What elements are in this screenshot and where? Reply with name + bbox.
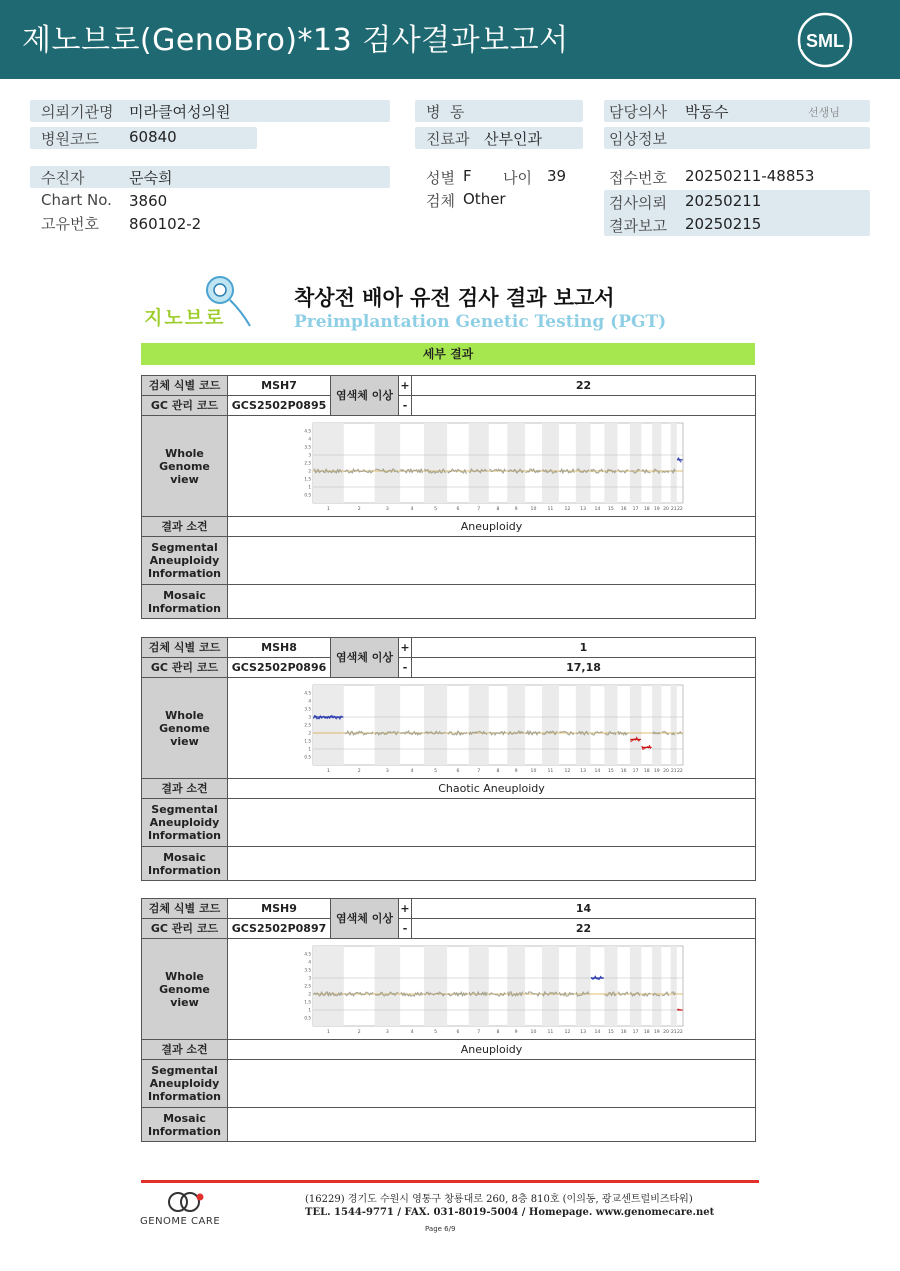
segmental-label: Segmental Aneuploidy Information (142, 537, 228, 585)
y-tick-label: 1.5 (304, 738, 311, 744)
chromosome-band (671, 685, 677, 765)
result-value: Chaotic Aneuploidy (228, 779, 756, 799)
x-tick-label: 16 (620, 769, 627, 774)
x-tick-label: 12 (564, 1030, 571, 1035)
x-tick-label: 19 (653, 1030, 660, 1035)
chart-no-label: Chart No. (41, 191, 112, 209)
sample-id-value: MSH8 (228, 638, 331, 658)
sml-logo-icon (796, 11, 854, 69)
doctor-suffix: 선생님 (808, 106, 840, 119)
plot-frame (313, 423, 683, 503)
x-tick-label: 19 (653, 769, 660, 774)
x-tick-label: 16 (620, 507, 627, 512)
genome-care-name: GENOME CARE (140, 1216, 221, 1227)
sex-label: 성별 (426, 169, 455, 187)
x-tick-label: 13 (580, 507, 587, 512)
chromosome-band (375, 685, 400, 765)
mosaic-value (228, 1108, 756, 1142)
x-tick-label: 17 (632, 769, 639, 774)
x-tick-label: 1 (326, 1030, 330, 1035)
patient-value: 문숙희 (129, 169, 173, 187)
gain-sign: + (399, 376, 412, 396)
x-tick-label: 4 (410, 1030, 414, 1035)
ward-label: 병 동 (426, 103, 465, 121)
chromosome-band (469, 685, 489, 765)
x-tick-label: 11 (547, 507, 554, 512)
gain-chromosomes: 22 (412, 376, 756, 396)
gain-chromosomes: 14 (412, 899, 756, 919)
mosaic-value (228, 847, 756, 881)
dept-value: 산부인과 (484, 130, 542, 148)
chromosome-band (671, 423, 677, 503)
chromosome-band (604, 685, 617, 765)
y-tick-label: 3.5 (304, 706, 311, 712)
chromosome-band (576, 946, 591, 1026)
y-tick-label: 1.5 (304, 476, 311, 482)
chromosome-band (576, 423, 591, 503)
x-tick-label: 8 (496, 507, 500, 512)
x-tick-label: 15 (607, 1030, 614, 1035)
specimen-value: Other (463, 190, 506, 208)
x-tick-label: 13 (580, 769, 587, 774)
plot-frame (313, 685, 683, 765)
y-tick-label: 3 (308, 452, 311, 458)
x-tick-label: 9 (514, 1030, 518, 1035)
chromosome-band (542, 685, 559, 765)
x-tick-label: 14 (594, 769, 601, 774)
result-value: Aneuploidy (228, 1040, 756, 1060)
chromosome-band (469, 423, 489, 503)
whole-genome-plot (228, 416, 756, 517)
chromosome-band (507, 423, 525, 503)
x-tick-label: 4 (410, 507, 414, 512)
sample-table (141, 637, 756, 881)
x-tick-label: 22 (676, 1030, 683, 1035)
x-tick-label: 21 (670, 769, 677, 774)
specimen-label: 검체 (426, 192, 455, 210)
sml-logo-text: SML (806, 31, 844, 51)
chromosome-band (604, 946, 617, 1026)
gc-code-value: GCS2502P0895 (228, 396, 331, 416)
result-label: 결과 소견 (142, 1040, 228, 1060)
loss-sign: - (399, 919, 412, 939)
segmental-value (228, 1060, 756, 1108)
result-label: 결과 소견 (142, 517, 228, 537)
patient-label: 수진자 (41, 169, 85, 187)
gc-code-label: GC 관리 코드 (142, 919, 228, 939)
genobro-logo-text: 지노브로 (144, 307, 226, 329)
y-tick-label: 2.5 (304, 460, 311, 466)
dept-label: 진료과 (426, 130, 470, 148)
x-tick-label: 11 (547, 769, 554, 774)
y-tick-label: 1 (308, 484, 311, 490)
x-tick-label: 5 (434, 507, 438, 512)
chromosome-band (652, 685, 661, 765)
x-tick-label: 14 (594, 507, 601, 512)
y-tick-label: 3 (308, 975, 311, 981)
x-tick-label: 8 (496, 769, 500, 774)
x-tick-label: 14 (594, 1030, 601, 1035)
x-tick-label: 9 (514, 769, 518, 774)
x-tick-label: 19 (653, 507, 660, 512)
whole-genome-label: Whole Genome view (142, 416, 228, 517)
sample-table-2 (141, 637, 755, 881)
genome-plot-svg (299, 942, 684, 1038)
chrom-abn-label: 염색체 이상 (331, 899, 399, 939)
y-tick-label: 2.5 (304, 983, 311, 989)
x-tick-label: 15 (607, 769, 614, 774)
x-tick-label: 6 (456, 769, 460, 774)
chromosome-band (469, 946, 489, 1026)
chromosome-band (424, 946, 447, 1026)
page-title: 제노브로(GenoBro)*13 검사결과보고서 (22, 23, 569, 58)
page-number: Page 6/9 (425, 1225, 456, 1233)
request-label: 검사의뢰 (609, 194, 667, 212)
segmental-label: Segmental Aneuploidy Information (142, 799, 228, 847)
x-tick-label: 3 (385, 769, 389, 774)
institution-value: 미라클여성의원 (129, 103, 231, 121)
y-tick-label: 4.5 (304, 428, 311, 434)
sample-id-value: MSH7 (228, 376, 331, 396)
unique-no-label: 고유번호 (41, 215, 99, 233)
gc-code-label: GC 관리 코드 (142, 658, 228, 678)
report-date-label: 결과보고 (609, 217, 667, 235)
x-tick-label: 5 (434, 1030, 438, 1035)
y-tick-label: 4 (308, 436, 311, 442)
x-tick-label: 10 (530, 507, 537, 512)
whole-genome-label: Whole Genome view (142, 939, 228, 1040)
segmental-value (228, 799, 756, 847)
mosaic-label: Mosaic Information (142, 1108, 228, 1142)
chrom-abn-label: 염색체 이상 (331, 376, 399, 416)
x-tick-label: 8 (496, 1030, 500, 1035)
report-title-ko: 착상전 배아 유전 검사 결과 보고서 (294, 286, 615, 310)
report-date-value: 20250215 (685, 215, 762, 233)
sample-id-label: 검체 식별 코드 (142, 638, 228, 658)
sample-id-label: 검체 식별 코드 (142, 376, 228, 396)
x-tick-label: 7 (477, 507, 481, 512)
chromosome-band (424, 423, 447, 503)
result-label: 결과 소견 (142, 779, 228, 799)
sample-id-value: MSH9 (228, 899, 331, 919)
x-tick-label: 17 (632, 1030, 639, 1035)
x-tick-label: 5 (434, 769, 438, 774)
x-tick-label: 18 (643, 1030, 650, 1035)
chromosome-band (652, 423, 661, 503)
loss-sign: - (399, 658, 412, 678)
x-tick-label: 9 (514, 507, 518, 512)
chromosome-band (375, 423, 400, 503)
chromosome-band (507, 946, 525, 1026)
y-tick-label: 2 (308, 991, 311, 997)
y-tick-label: 3.5 (304, 967, 311, 973)
x-tick-label: 21 (670, 507, 677, 512)
y-tick-label: 2.5 (304, 722, 311, 728)
chromosome-band (542, 946, 559, 1026)
loss-chromosomes: 17,18 (412, 658, 756, 678)
receipt-no-label: 접수번호 (609, 169, 667, 187)
genome-care-logo-icon (150, 1190, 220, 1214)
gain-sign: + (399, 638, 412, 658)
plot-frame (313, 946, 683, 1026)
gain-sign: + (399, 899, 412, 919)
report-title-en: Preimplantation Genetic Testing (PGT) (294, 312, 667, 332)
segmental-label: Segmental Aneuploidy Information (142, 1060, 228, 1108)
x-tick-label: 6 (456, 507, 460, 512)
footer-address-block (305, 1193, 714, 1219)
x-tick-label: 3 (385, 1030, 389, 1035)
y-tick-label: 4 (308, 698, 311, 704)
y-tick-label: 2 (308, 468, 311, 474)
x-tick-label: 10 (530, 769, 537, 774)
x-tick-label: 12 (564, 769, 571, 774)
x-tick-label: 1 (326, 769, 330, 774)
y-tick-label: 2 (308, 730, 311, 736)
y-tick-label: 3.5 (304, 444, 311, 450)
x-tick-label: 1 (326, 507, 330, 512)
y-tick-label: 1.5 (304, 999, 311, 1005)
y-tick-label: 0.5 (304, 1015, 311, 1021)
y-tick-label: 0.5 (304, 492, 311, 498)
x-tick-label: 20 (663, 769, 669, 774)
x-tick-label: 22 (676, 507, 683, 512)
chromosome-band (507, 685, 525, 765)
sample-table-3 (141, 898, 755, 1142)
loss-chromosomes (412, 396, 756, 416)
x-tick-label: 21 (670, 1030, 677, 1035)
x-tick-label: 20 (663, 1030, 669, 1035)
segmental-value (228, 537, 756, 585)
chromosome-band (542, 423, 559, 503)
x-tick-label: 16 (620, 1030, 627, 1035)
result-value: Aneuploidy (228, 517, 756, 537)
request-value: 20250211 (685, 192, 762, 210)
x-tick-label: 15 (607, 507, 614, 512)
whole-genome-plot (228, 939, 756, 1040)
gain-chromosomes: 1 (412, 638, 756, 658)
x-tick-label: 10 (530, 1030, 537, 1035)
y-tick-label: 4 (308, 959, 311, 965)
x-tick-label: 2 (357, 1030, 361, 1035)
mosaic-label: Mosaic Information (142, 847, 228, 881)
x-tick-label: 3 (385, 507, 389, 512)
chromosome-band (604, 423, 617, 503)
mosaic-label: Mosaic Information (142, 585, 228, 619)
x-tick-label: 2 (357, 769, 361, 774)
receipt-no-value: 20250211-48853 (685, 167, 815, 185)
x-tick-label: 7 (477, 1030, 481, 1035)
age-label: 나이 (503, 169, 532, 187)
doctor-value: 박동수 (685, 103, 729, 121)
gc-code-label: GC 관리 코드 (142, 396, 228, 416)
chromosome-band (424, 685, 447, 765)
gc-code-value: GCS2502P0896 (228, 658, 331, 678)
sample-id-label: 검체 식별 코드 (142, 899, 228, 919)
x-tick-label: 12 (564, 507, 571, 512)
whole-genome-plot (228, 678, 756, 779)
sample-table-1 (141, 375, 755, 619)
chromosome-band (630, 946, 642, 1026)
chromosome-band (630, 423, 642, 503)
y-tick-label: 4.5 (304, 951, 311, 957)
page-header (0, 0, 900, 79)
institution-label: 의뢰기관명 (41, 103, 114, 121)
genome-plot-svg (299, 419, 684, 515)
sample-table (141, 898, 756, 1142)
chromosome-band (313, 946, 344, 1026)
chart-no-value: 3860 (129, 192, 168, 210)
x-tick-label: 11 (547, 1030, 554, 1035)
hospital-code-value: 60840 (129, 128, 177, 146)
x-tick-label: 22 (676, 769, 683, 774)
genome-plot-svg (299, 681, 684, 777)
loss-chromosomes: 22 (412, 919, 756, 939)
y-tick-label: 1 (308, 1007, 311, 1013)
y-tick-label: 0.5 (304, 754, 311, 760)
hospital-code-label: 병원코드 (41, 130, 99, 148)
y-tick-label: 4.5 (304, 690, 311, 696)
x-tick-label: 17 (632, 507, 639, 512)
y-tick-label: 3 (308, 714, 311, 720)
chromosome-band (630, 685, 642, 765)
footer-contact: TEL. 1544-9771 / FAX. 031-8019-5004 / Homepage. www.genomecare.net (305, 1207, 715, 1218)
loss-sign: - (399, 396, 412, 416)
whole-genome-label: Whole Genome view (142, 678, 228, 779)
footer-divider (141, 1180, 759, 1183)
x-tick-label: 13 (580, 1030, 587, 1035)
section-title-bar: 세부 결과 (141, 343, 755, 365)
mosaic-value (228, 585, 756, 619)
genobro-logo-icon (142, 272, 262, 332)
doctor-label: 담당의사 (609, 103, 667, 121)
sample-table (141, 375, 756, 619)
y-tick-label: 1 (308, 746, 311, 752)
x-tick-label: 7 (477, 769, 481, 774)
sex-value: F (463, 167, 472, 185)
chrom-abn-label: 염색체 이상 (331, 638, 399, 678)
x-tick-label: 20 (663, 507, 669, 512)
age-value: 39 (547, 167, 567, 185)
chromosome-band (671, 946, 677, 1026)
x-tick-label: 6 (456, 1030, 460, 1035)
chromosome-band (313, 423, 344, 503)
chromosome-band (576, 685, 591, 765)
unique-no-value: 860102-2 (129, 215, 202, 233)
x-tick-label: 4 (410, 769, 414, 774)
chromosome-band (652, 946, 661, 1026)
chromosome-band (313, 685, 344, 765)
chromosome-band (375, 946, 400, 1026)
x-tick-label: 18 (643, 769, 650, 774)
x-tick-label: 2 (357, 507, 361, 512)
footer-address: (16229) 경기도 수원시 영통구 창룡대로 260, 8층 810호 (이의동, 광교센트럴비즈타워) (305, 1194, 693, 1205)
gc-code-value: GCS2502P0897 (228, 919, 331, 939)
x-tick-label: 18 (643, 507, 650, 512)
clinical-label: 임상정보 (609, 130, 667, 148)
